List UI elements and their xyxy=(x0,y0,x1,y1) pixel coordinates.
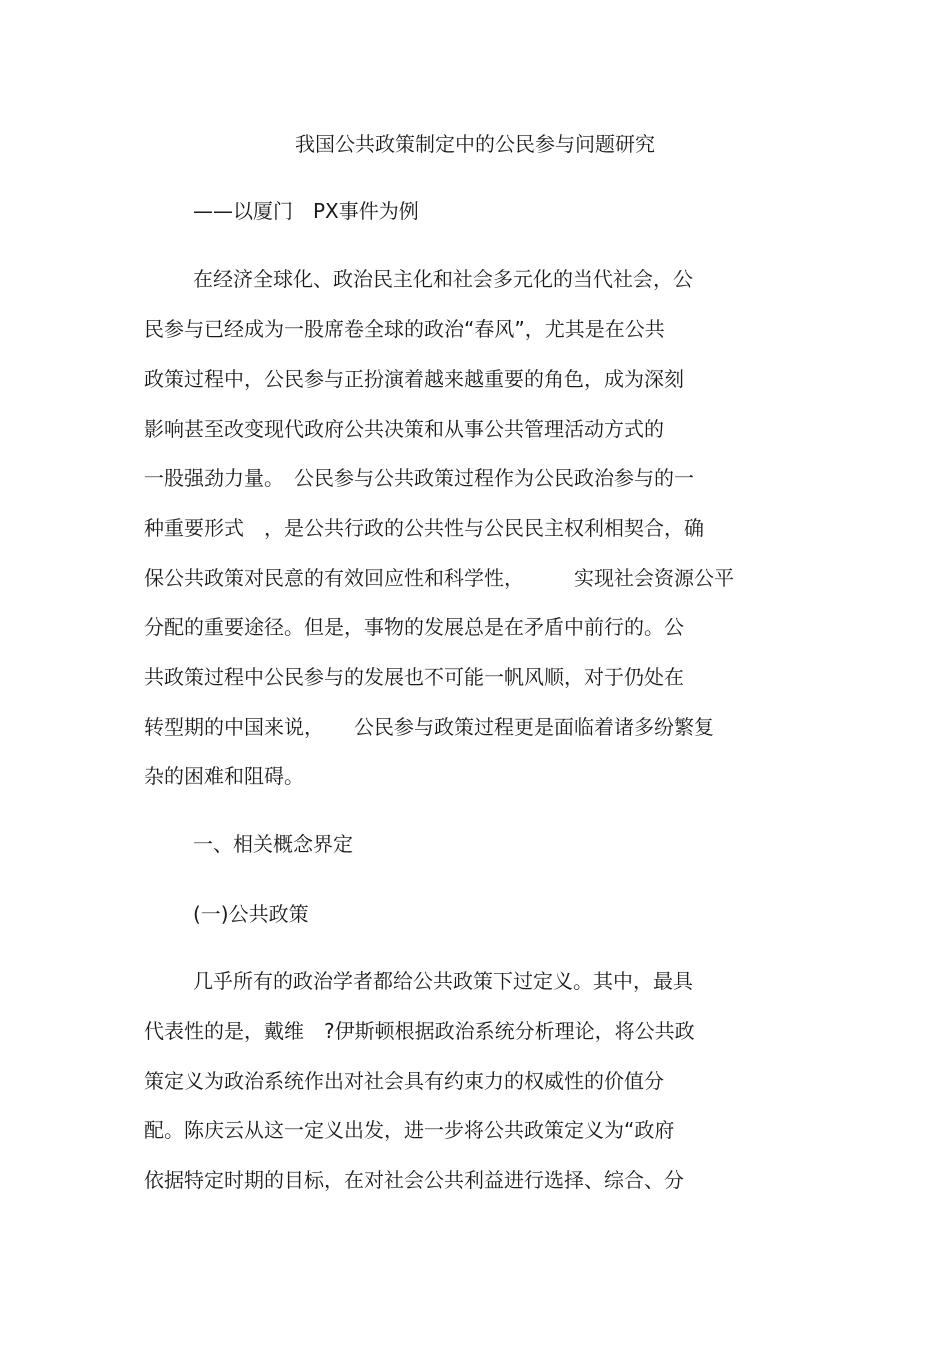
paragraph-line: 保公共政策对民意的有效回应性和科学性， 实现社会资源公平 xyxy=(144,566,734,590)
document-title: 我国公共政策制定中的公民参与问题研究 xyxy=(295,132,655,156)
subsection-heading: (一)公共政策 xyxy=(193,902,309,926)
paragraph-line: 几乎所有的政治学者都给公共政策下过定义。其中，最具 xyxy=(193,969,693,993)
paragraph-line: 影响甚至改变现代政府公共决策和从事公共管理活动方式的 xyxy=(144,417,664,441)
paragraph-line: 转型期的中国来说， 公民参与政策过程更是面临着诸多纷繁复 xyxy=(144,715,714,739)
paragraph-line: 策定义为政治系统作出对社会具有约束力的权威性的价值分 xyxy=(144,1069,664,1093)
paragraph-line: 代表性的是，戴维 ?伊斯顿根据政治系统分析理论，将公共政 xyxy=(144,1019,695,1043)
paragraph-line: 依据特定时期的目标，在对社会公共利益进行选择、综合、分 xyxy=(144,1168,684,1192)
paragraph-line: 分配的重要途径。但是，事物的发展总是在矛盾中前行的。公 xyxy=(144,615,684,639)
paragraph-line: 民参与已经成为一股席卷全球的政治“春风”，尤其是在公共 xyxy=(144,317,665,341)
paragraph-line: 杂的困难和阻碍。 xyxy=(144,764,304,788)
paragraph-line: 一股强劲力量。 公民参与公共政策过程作为公民政治参与的一 xyxy=(144,466,694,490)
paragraph-line: 种重要形式 ，是公共行政的公共性与公民民主权利相契合，确 xyxy=(144,516,704,540)
paragraph-line: 政策过程中，公民参与正扮演着越来越重要的角色，成为深刻 xyxy=(144,367,684,391)
section-heading: 一、相关概念界定 xyxy=(193,832,353,856)
paragraph-line: 配。陈庆云从这一定义出发，进一步将公共政策定义为“政府 xyxy=(144,1118,675,1142)
paragraph-line: 共政策过程中公民参与的发展也不可能一帆风顺，对于仍处在 xyxy=(144,665,684,689)
document-subtitle: ——以厦门 PX事件为例 xyxy=(193,199,419,223)
paragraph-line: 在经济全球化、政治民主化和社会多元化的当代社会，公 xyxy=(193,267,693,291)
